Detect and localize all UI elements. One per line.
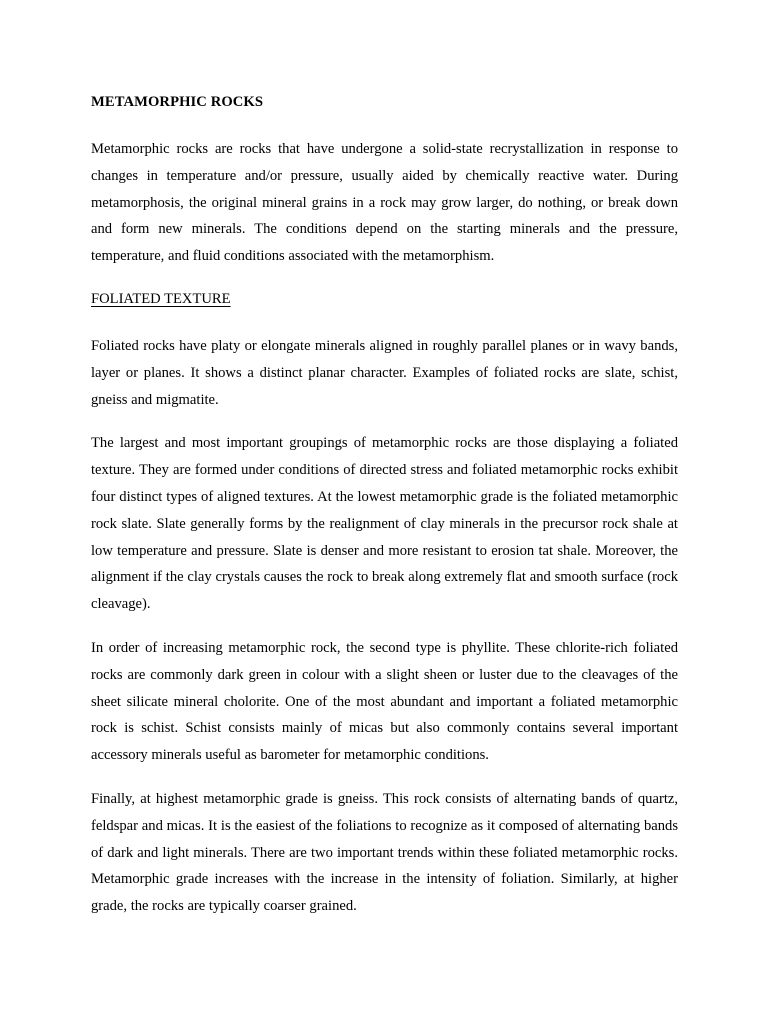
paragraph-gneiss: Finally, at highest metamorphic grade is gneiss. This rock consists of alternating bands of quartz, feldspar and micas. It is the easiest of the foliations to recognize as it composed of alternating bands of dark and light minerals. There are two important trends within these foliated metamorphic rocks. Metamorphic grade increases with the increase in the intensity of foliation. Similarly, at higher grade, the rocks are typically coarser grained. [91, 790, 678, 915]
paragraph-slate: The largest and most important groupings of metamorphic rocks are those displaying a foliated texture. They are formed under conditions of directed stress and foliated metamorphic rocks exhibit four distinct types of aligned textures. At the lowest metamorphic grade is the foliated metamorphic rock slate. Slate generally forms by the realignment of clay minerals in the precursor rock shale at low temperature and pressure. Slate is denser and more resistant to erosion tat shale. Moreover, the alignment if the clay crystals causes the rock to break along extremely flat and smooth surface (rock cleavage). [91, 435, 678, 613]
document-body [91, 90, 678, 937]
document-title: METAMORPHIC ROCKS [91, 94, 264, 110]
intro-paragraph: Metamorphic rocks are rocks that have undergone a solid-state recrystallization in response to changes in temperature and/or pressure, usually aided by chemically reactive water. During metamorphosis, the original mineral grains in a rock may grow larger, do nothing, or break down and form new minerals. The conditions depend on the starting minerals and the pressure, temperature, and fluid conditions associated with the metamorphism. [91, 141, 678, 265]
section-heading-foliated-texture: FOLIATED TEXTURE [91, 290, 231, 307]
paragraph-foliated-definition: Foliated rocks have platy or elongate minerals aligned in roughly parallel planes or in wavy bands, layer or planes. It shows a distinct planar character. Examples of foliated rocks are slate, schist, gneiss and migmatite. [91, 337, 678, 408]
paragraph-phyllite-schist: In order of increasing metamorphic rock, the second type is phyllite. These chlorite-rich foliated rocks are commonly dark green in colour with a slight sheen or luster due to the cleavages of the sheet silicate mineral cholorite. One of the most abundant and important a foliated metamorphic rock is schist. Schist consists mainly of micas but also commonly contains several important accessory minerals useful as barometer for metamorphic conditions. [91, 639, 678, 764]
